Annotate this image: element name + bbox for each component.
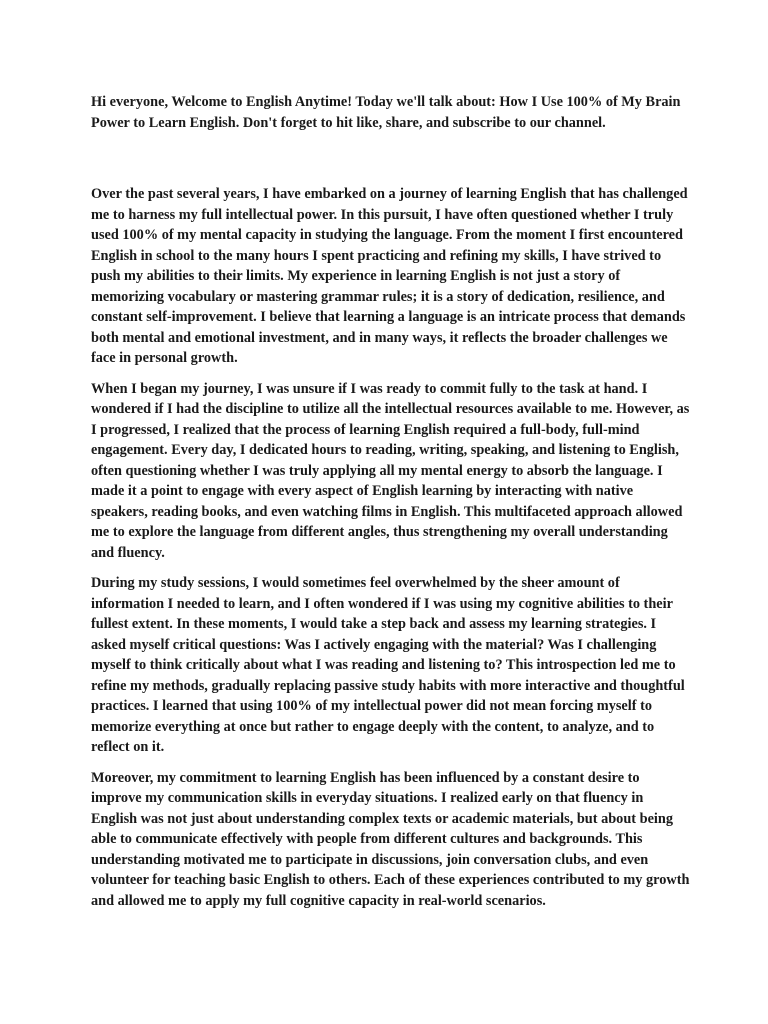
intro-paragraph: Hi everyone, Welcome to English Anytime! Today we'll talk about: How I Use 100% of My Brain Power to Learn English. Don't forget to hit like, share, and subscribe to our channel. (91, 94, 681, 131)
body-paragraph-2: When I began my journey, I was unsure if I was ready to commit fully to the task at hand. I wondered if I had the discipline to utilize all the intellectual resources available to me. However, as I progressed, I realized that the process of learning English required a full-body, full-mind engagement. Every day, I dedicated hours to reading, writing, speaking, and listening to English, often questioning whether I was truly applying all my mental energy to absorb the language. I made it a point to engage with every aspect of English learning by interacting with native speakers, reading books, and even watching films in English. This multifaceted approach allowed me to explore the language from different angles, thus strengthening my overall understanding and fluency. (91, 380, 690, 561)
document-page (91, 92, 691, 921)
body-paragraph-3: During my study sessions, I would sometimes feel overwhelmed by the sheer amount of information I needed to learn, and I often wondered if I was using my cognitive abilities to their fullest extent. In these moments, I would take a step back and assess my learning strategies. I asked myself critical questions: Was I actively engaging with the material? Was I challenging myself to think critically about what I was reading and listening to? This introspection led me to refine my methods, gradually replacing passive study habits with more interactive and thoughtful practices. I learned that using 100% of my intellectual power did not mean forcing myself to memorize everything at once but rather to engage deeply with the content, to analyze, and to reflect on it. (91, 575, 685, 755)
body-paragraph-4: Moreover, my commitment to learning English has been influenced by a constant desire to improve my communication skills in everyday situations. I realized early on that fluency in English was not just about understanding complex texts or academic materials, but about being able to communicate effectively with people from different cultures and backgrounds. This understanding motivated me to participate in discussions, join conversation clubs, and even volunteer for teaching basic English to others. Each of these experiences contributed to my growth and allowed me to apply my full cognitive capacity in real-world scenarios. (91, 769, 690, 909)
body-paragraph-1: Over the past several years, I have embarked on a journey of learning English that has challenged me to harness my full intellectual power. In this pursuit, I have often questioned whether I truly used 100% of my mental capacity in studying the language. From the moment I first encountered English in school to the many hours I spent practicing and refining my skills, I have strived to push my abilities to their limits. My experience in learning English is not just a story of memorizing vocabulary or mastering grammar rules; it is a story of dedication, resilience, and constant self-improvement. I believe that learning a language is an intricate process that demands both mental and emotional investment, and in many ways, it reflects the broader challenges we face in personal growth. (91, 186, 688, 366)
